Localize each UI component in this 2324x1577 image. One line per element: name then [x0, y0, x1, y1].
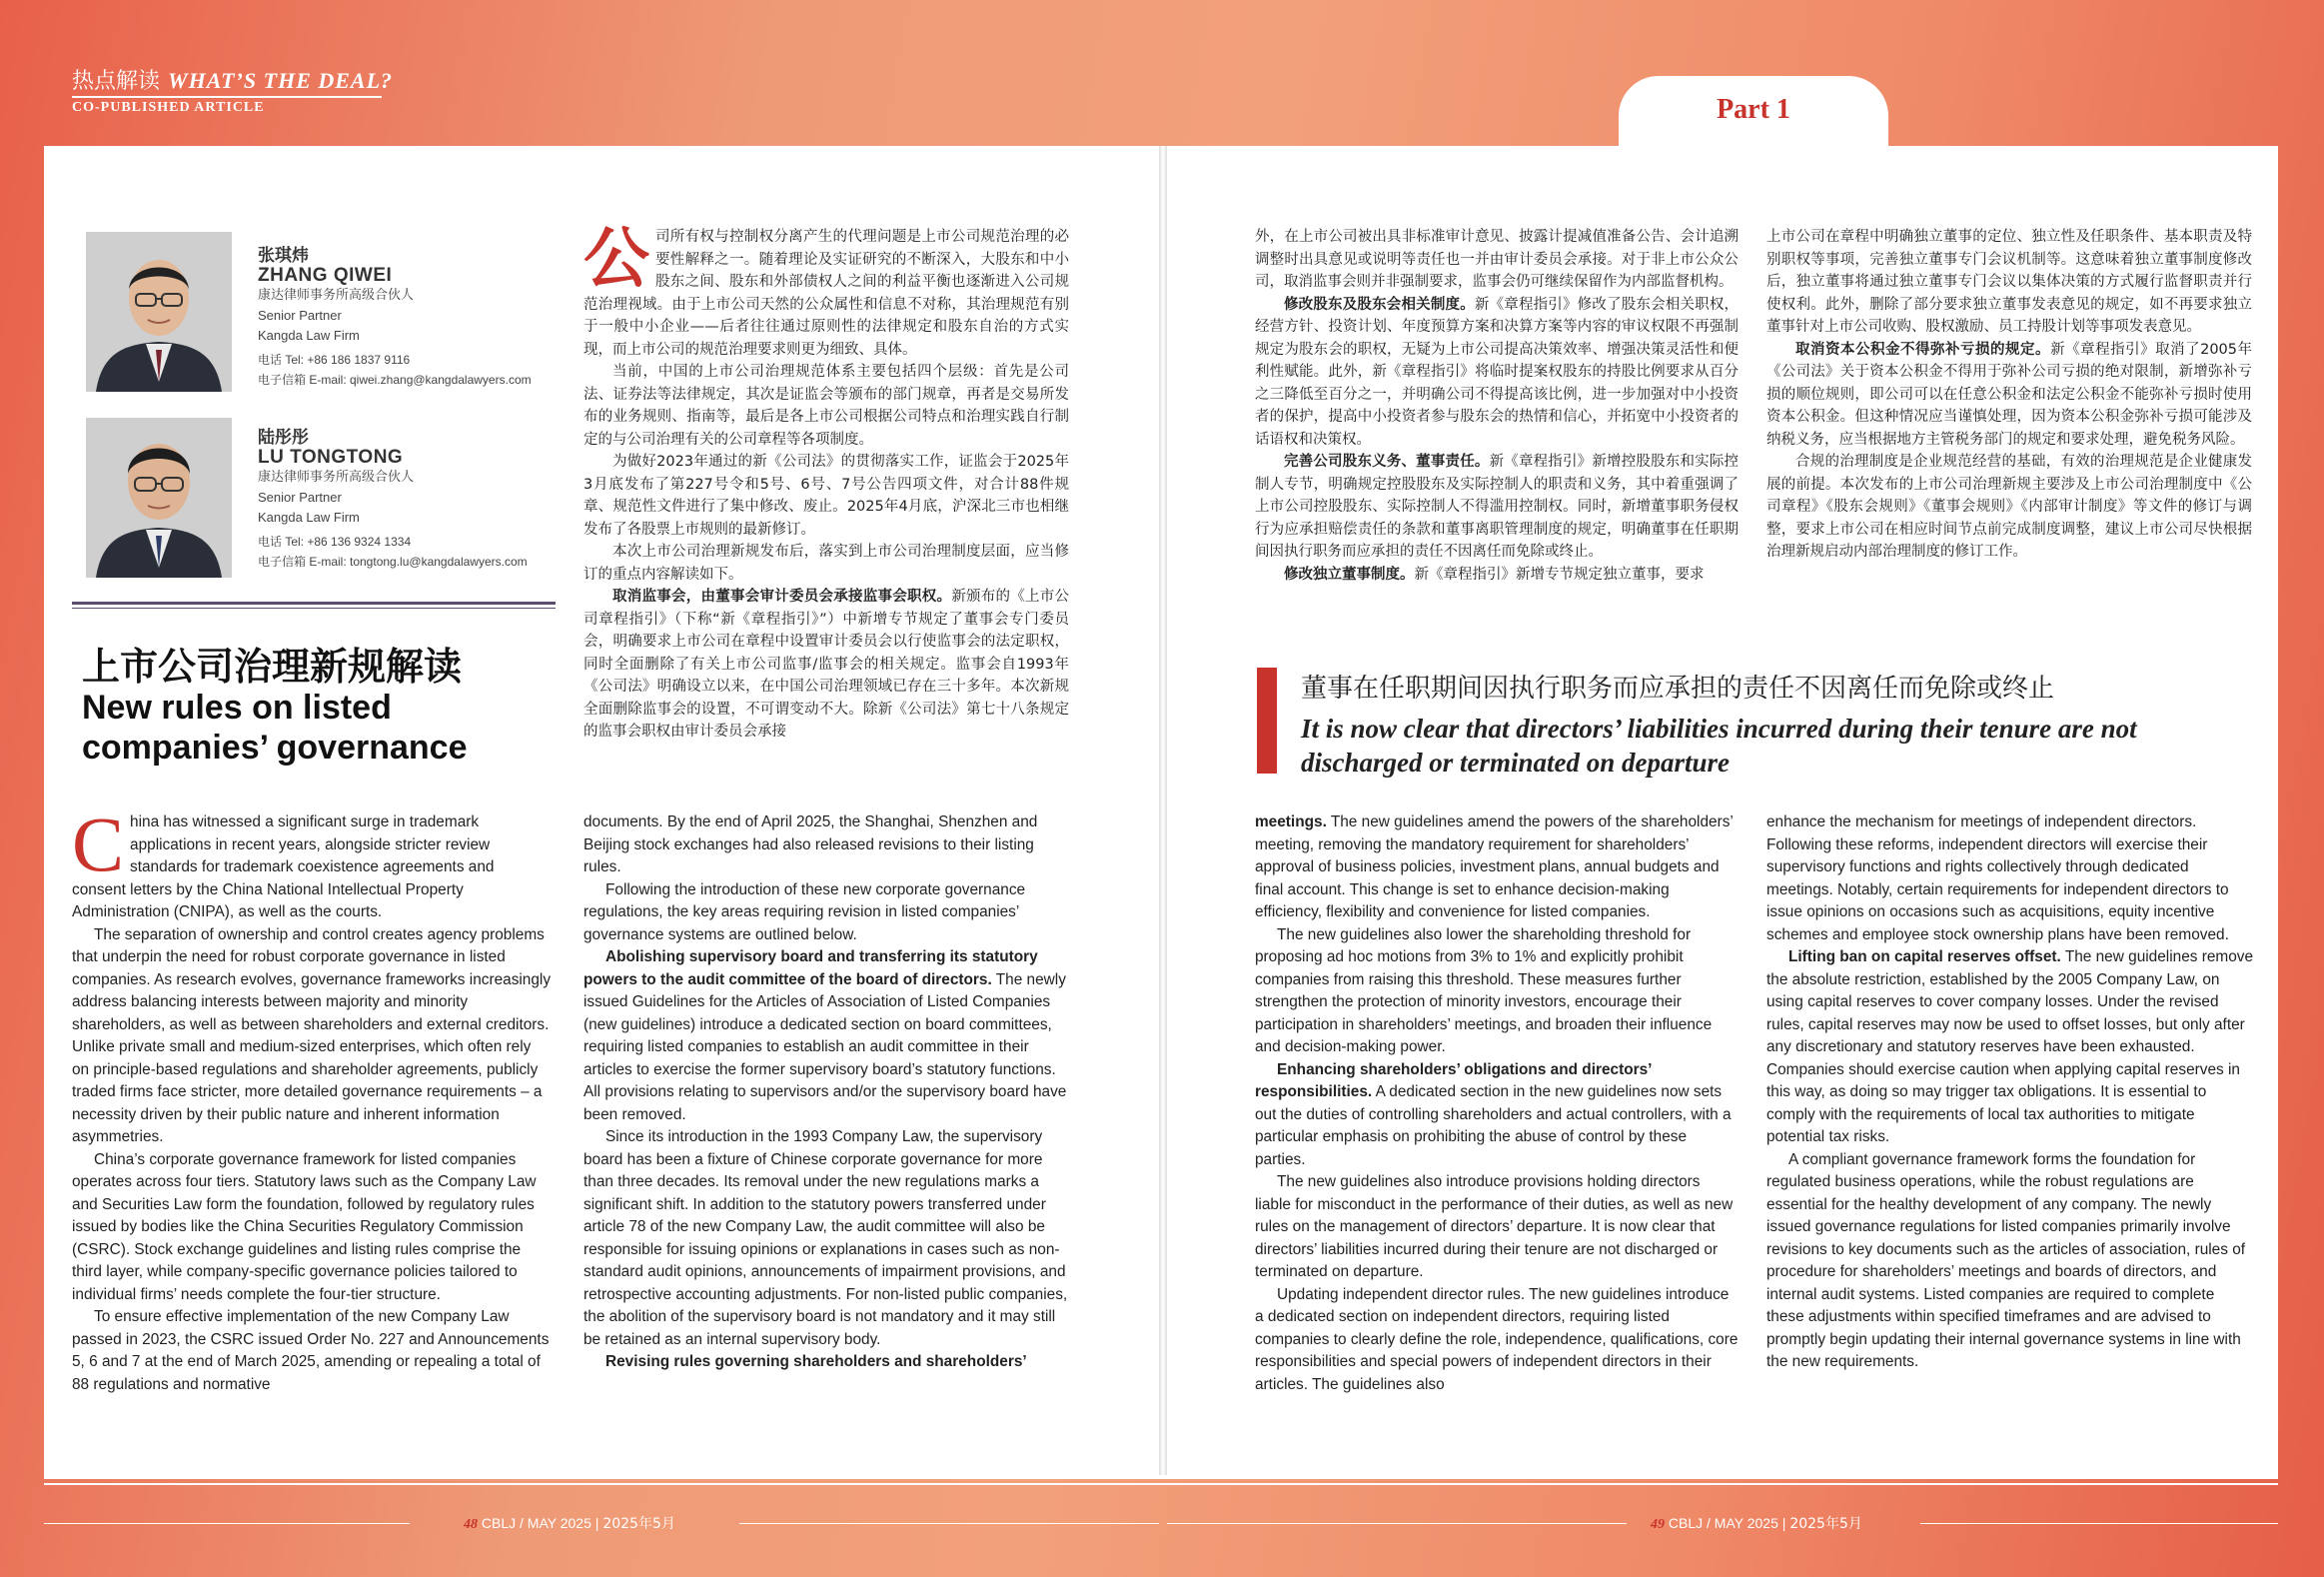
footer-left: 48 CBLJ / MAY 2025 | 2025年5月: [464, 1515, 675, 1532]
author-photo-zhang: [86, 232, 232, 392]
subheading: 取消资本公积金不得弥补亏损的规定。: [1795, 341, 2051, 358]
cn-column-2: [1255, 226, 1739, 636]
footer-line: [1920, 1523, 2278, 1524]
author-name-en: ZHANG QIWEI: [258, 265, 393, 286]
paragraph: The separation of ownership and control creates agency problems that underpin the need for robust corporate governance in listed companies. As research evolves, governance frameworks increasingly address balancing interests between majority and minority shareholders, as well as between shareholders and external creditors. Unlike private small and medium-sized enterprises, which often rely on principle-based regulations and shareholder agreements, publicly traded firms face stricter, more detailed governance requirements – a necessity driven by their public nature and inherent information asymmetries.: [72, 925, 552, 1145]
paragraph: The new guidelines also introduce provisions holding directors liable for misconduct in the performance of their duties, as well as new rules on the management of directors’ departure. It is now clear that directors’ liabilities incurred during their tenure are not discharged or terminated on departure.: [1255, 1173, 1734, 1280]
section-title-cn: 热点解读: [72, 69, 161, 94]
bottom-rule: [44, 1475, 2278, 1479]
en-column-4: [1766, 811, 2254, 1447]
paragraph: The new guidelines also lower the shareholding threshold for proposing ad hoc motions from 3% to 1% and explicitly prohibit companies from raising this threshold. These measures further strengthen the protection of minority investors, encourage their participation in shareholders’ meetings, and broaden their influence and decision-making power.: [1255, 925, 1713, 1055]
page-gutter: [1159, 146, 1167, 1475]
paragraph: 完善公司股东义务、董事责任。新《章程指引》新增控股股东和实际控制人专节，明确规定控股股东及实际控制人的职责和义务，其中着重强调了上市公司控股股东、实际控制人不得滥用控制权。同时，新增董事职务侵权行为应承担赔偿责任的条款和董事离职管理制度的规定，明确董事在任职期间因执行职务而应承担的责任不因离任而免除或终止。: [1255, 454, 1739, 560]
paragraph: Lifting ban on capital reserves offset. The new guidelines remove the absolute restriction, established by the 2005 Company Law, on using capital reserves to cover company losses. Under the revised rules, capital reserves may now be used to offset losses, but only after any discretionary and statutory reserves have been exhausted. Companies should exercise caution when applying capital reserves in this way, as doing so may trigger tax obligations. It is essential to comply with the requirements of local tax authorities to mitigate potential tax risks.: [1766, 948, 2254, 1145]
author-name-en: LU TONGTONG: [258, 447, 404, 468]
en-column-3: [1255, 811, 1739, 1447]
section-subtitle: CO-PUBLISHED ARTICLE: [72, 100, 265, 115]
paragraph: Updating independent director rules. The new guidelines introduce a dedicated section on independent directors, requiring listed companies to clearly define the role, independence, qualifications, core responsibilities and special powers of independent directors in their articles. The guidelines also: [1255, 1285, 1739, 1393]
paragraph: hina has witnessed a significant surge in trademark applications in recent years, alongside stricter review standards for trademark coexistence agreements and consent letters by the China National Intellectual Property Administration (CNIPA), as well as the courts.: [72, 813, 495, 920]
paragraph: 修改股东及股东会相关制度。新《章程指引》修改了股东会相关职权，经营方针、投资计划、年度预算方案和决算方案等内容的审议权限不再强制规定为股东会的职权，无疑为上市公司提高决策效率、增强决策灵活性和便利性赋能。此外，新《章程指引》将临时提案权股东的持股比例要求从百分之三降低至百分之一，并明确公司不得提高该比例，进一步加强对中小投资者的保护，提高中小投资者参与股东会的热情和信心，并拓宽中小投资者的话语权和决策权。: [1255, 296, 1739, 448]
author-title-en: Senior Partner: [258, 308, 342, 323]
header-rule: [72, 96, 382, 98]
section-header: [72, 64, 393, 95]
page-number: 49: [1651, 1517, 1665, 1532]
paragraph: Enhancing shareholders’ obligations and directors’ responsibilities. A dedicated section in the new guidelines now sets out the duties of controlling shareholders and actual controllers, with a particular emphasis on prohibiting the abuse of control by these parties.: [1255, 1060, 1732, 1168]
paragraph: To ensure effective implementation of the new Company Law passed in 2023, the CSRC issued Order No. 227 and Announcements 5, 6 and 7 at the end of March 2025, amending or repealing a total of 88 regulations and normative: [72, 1308, 550, 1393]
paragraph: documents. By the end of April 2025, the Shanghai, Shenzhen and Beijing stock exchanges had also released revisions to their listing rules.: [583, 813, 1038, 875]
article-title-cn: 上市公司治理新规解读: [82, 645, 463, 689]
subheading: 修改股东及股东会相关制度。: [1284, 296, 1475, 313]
subheading: Enhancing shareholders’ obligations and directors’ responsibilities.: [1255, 1060, 1652, 1100]
en-column-1: [72, 811, 552, 1447]
subheading: 修改独立董事制度。: [1284, 566, 1415, 583]
paragraph: Following the introduction of these new corporate governance regulations, the key areas requiring revision in listed companies’ governance systems are outlined below.: [583, 880, 1026, 943]
author-email[interactable]: 电子信箱 E-mail: qiwei.zhang@kangdalawyers.com: [258, 373, 532, 387]
footer-right: 49 CBLJ / MAY 2025 | 2025年5月: [1651, 1515, 1862, 1532]
author-info-zhang: [258, 246, 532, 390]
author-rule: [72, 602, 556, 605]
pull-quote-cn: 董事在任职期间因执行职务而应承担的责任不因离任而免除或终止: [1301, 674, 2055, 704]
cn-column-1: [583, 226, 1069, 766]
en-column-2: [583, 811, 1069, 1447]
bottom-rule-thin: [44, 1483, 2278, 1485]
paragraph: 为做好2023年通过的新《公司法》的贯彻落实工作，证监会于2025年3月底发布了第227号令和5号、6号、7号公告四项文件，对合计88件规章、规范性文件进行了集中修改、废止。2025年4月底，沪深北三市也相继发布了各股票上市规则的最新修订。: [583, 454, 1069, 538]
subheading: meetings.: [1255, 813, 1327, 830]
paragraph: 取消资本公积金不得弥补亏损的规定。新《章程指引》取消了2005年《公司法》关于资本公积金不得用于弥补公司亏损的绝对限制，新增弥补亏损的顺位规则，即公司可以在任意公积金和法定公积金不能弥补亏损时使用资本公积金。但这种情况应当谨慎处理，因为资本公积金弥补亏损可能涉及纳税义务，应当根据地方主管税务部门的规定和要求处理，避免税务风险。: [1766, 341, 2252, 448]
paragraph: China’s corporate governance framework for listed companies operates across four tiers. Statutory laws such as the Company Law and Securities Law form the foundation, followed by regulatory rules issued by bodies like the China Securities Regulatory Commission (CSRC). Stock exchange guidelines and listing rules comprise the third layer, while company-specific governance policies tailored to individual firms’ needs complete the four-tier structure.: [72, 1150, 537, 1303]
author-photo-lu: [86, 418, 232, 578]
footer-line: [739, 1523, 1159, 1524]
footer-line: [44, 1523, 410, 1524]
paragraph: meetings. The new guidelines amend the powers of the shareholders’ meeting, removing the mandatory requirement for shareholders’ approval of business policies, investment plans, annual budgets and final account. This change is set to enhance decision-making efficiency, flexibility and convenience for listed companies.: [1255, 813, 1734, 920]
paragraph: 司所有权与控制权分离产生的代理问题是上市公司规范治理的必要性解释之一。随着理论及实证研究的不断深入，大股东和中小股东之间、股东和外部债权人之间的利益平衡也逐渐进入公司规范治理视域。由于上市公司天然的公众属性和信息不对称，其治理规范有别于一般中小企业——后者往往通过原则性的法律规定和股东自治的方式实现，而上市公司的规范治理要求则更为细致、具体。: [583, 229, 1069, 358]
pull-quote-en: It is now clear that directors’ liabilities incurred during their tenure are not discharged or terminated on departure: [1301, 714, 2137, 778]
paragraph: 上市公司在章程中明确独立董事的定位、独立性及任职条件、基本职责及特别职权等事项，完善独立董事专门会议机制等。这意味着独立董事制度修改后，独立董事将通过独立董事专门会议以集体决策的方式履行监督职责并行使权利。此外，删除了部分要求独立董事发表意见的规定，如不再要求独立董事针对上市公司收购、股权激励、员工持股计划等事项发表意见。: [1766, 229, 2252, 335]
dropcap-en: C: [72, 811, 125, 887]
author-tel: 电话 Tel: +86 186 1837 9116: [258, 353, 411, 367]
author-name-cn: 陆彤彤: [258, 428, 309, 448]
subheading: Revising rules governing shareholders and shareholders’: [605, 1353, 1027, 1370]
quote-bar: [1257, 668, 1277, 774]
paragraph: 当前，中国的上市公司治理规范体系主要包括四个层级：首先是公司法、证券法等法律规定，其次是证监会等颁布的部门规章，再者是交易所发布的业务规则、指南等，最后是各上市公司根据公司特点和治理实践自行制定的与公司治理有关的公司章程等各项制度。: [583, 364, 1069, 448]
author-name-cn: 张琪炜: [258, 246, 309, 266]
page-number: 48: [464, 1517, 478, 1532]
dropcap-cn: 公: [583, 226, 649, 297]
author-rule-thin: [72, 608, 556, 609]
author-info-lu: [258, 428, 528, 572]
subheading: 取消监事会，由董事会审计委员会承接监事会职权。: [612, 589, 952, 605]
paragraph: 本次上市公司治理新规发布后，落实到上市公司治理制度层面，应当修订的重点内容解读如下。: [583, 544, 1069, 583]
author-tel: 电话 Tel: +86 136 9324 1334: [258, 535, 412, 549]
author-title-cn: 康达律师事务所高级合伙人: [258, 288, 415, 303]
article-title-en: New rules on listed companies’ governance: [82, 689, 468, 767]
author-title-en: Senior Partner: [258, 490, 342, 505]
subheading: Abolishing supervisory board and transferring its statutory powers to the audit committee of the board of directors.: [583, 948, 1038, 988]
author-title-cn: 康达律师事务所高级合伙人: [258, 470, 415, 485]
section-title-en: WHAT’S THE DEAL?: [168, 68, 394, 93]
author-firm: Kangda Law Firm: [258, 510, 360, 525]
cn-column-3: [1766, 226, 2252, 636]
author-email[interactable]: 电子信箱 E-mail: tongtong.lu@kangdalawyers.com: [258, 555, 528, 569]
subheading: Lifting ban on capital reserves offset.: [1788, 948, 2061, 965]
subheading: 完善公司股东义务、董事责任。: [1284, 454, 1490, 470]
paragraph: Abolishing supervisory board and transferring its statutory powers to the audit committee of the board of directors. The newly issued Guidelines for the Articles of Association of Listed Companies (new guidelines) introduce a dedicated section on board committees, requiring listed companies to establish an audit committee in their articles to exercise the former supervisory board’s statutory functions. All provisions relating to supervisors and/or the supervisory board have been removed.: [583, 948, 1067, 1123]
part-tab: Part 1: [1619, 76, 1888, 148]
paragraph: A compliant governance framework forms the foundation for regulated business operations, while the robust regulations are essential for the healthy development of any company. The newly issued governance regulations for listed companies primarily involve revisions to key documents such as the articles of association, rules of procedure for shareholders’ meetings and boards of directors, and internal audit systems. Listed companies are required to complete these adjustments within specified timeframes and are advised to promptly begin updating their internal governance systems in line with the new requirements.: [1766, 1150, 2246, 1370]
footer-line: [1167, 1523, 1627, 1524]
author-firm: Kangda Law Firm: [258, 328, 360, 343]
paragraph: 合规的治理制度是企业规范经营的基础，有效的治理规范是企业健康发展的前提。本次发布的上市公司治理新规主要涉及上市公司治理制度中《公司章程》《股东会规则》《董事会规则》《内部审计制度》等文件的修订与调整，要求上市公司在相应时间节点前完成制度调整，建议上市公司尽快根据治理新规启动内部治理制度的修订工作。: [1766, 454, 2252, 560]
paragraph: 取消监事会，由董事会审计委员会承接监事会职权。新颁布的《上市公司章程指引》（下称“新《章程指引》”）中新增专节规定了董事会专门委员会，明确要求上市公司在章程中设置审计委员会以行使监事会的法定职权，同时全面删除了有关上市公司监事/监事会的相关规定。监事会自1993年《公司法》明确设立以来，在中国公司治理领域已存在三十多年。本次新规全面删除监事会的设置，不可谓变动不大。除新《公司法》第七十八条规定的监事会职权由审计委员会承接: [583, 589, 1069, 740]
paragraph: enhance the mechanism for meetings of independent directors. Following these reforms, independent directors will exercise their supervisory functions and rights collectively through dedicated meetings. Notably, certain requirements for independent directors to issue opinions on occasions such as acquisitions, equity incentive schemes and employee stock ownership plans have been removed.: [1766, 813, 2229, 943]
paragraph: Since its introduction in the 1993 Company Law, the supervisory board has been a fixture of Chinese corporate governance for more than three decades. Its removal under the new regulations marks a significant shift. In addition to the statutory powers transferred under article 78 of the new Company Law, the audit committee will also be responsible for issuing opinions or explanations in cases such as non-standard audit opinions, announcements of impairment provisions, and retrospective accounting adjustments. For non-listed public companies, the abolition of the supervisory board is not mandatory and it may still be retained as an internal supervisory body.: [583, 1128, 1068, 1348]
paragraph: 修改独立董事制度。新《章程指引》新增专节规定独立董事，要求: [1284, 566, 1705, 583]
paragraph: 外，在上市公司被出具非标准审计意见、披露计提减值准备公告、会计追溯调整时出具意见或说明等责任也一并由审计委员会承接。对于非上市公众公司，取消监事会则并非强制要求，监事会仍可继续保留作为内部监督机构。: [1255, 229, 1739, 290]
paragraph: [583, 1351, 1069, 1374]
